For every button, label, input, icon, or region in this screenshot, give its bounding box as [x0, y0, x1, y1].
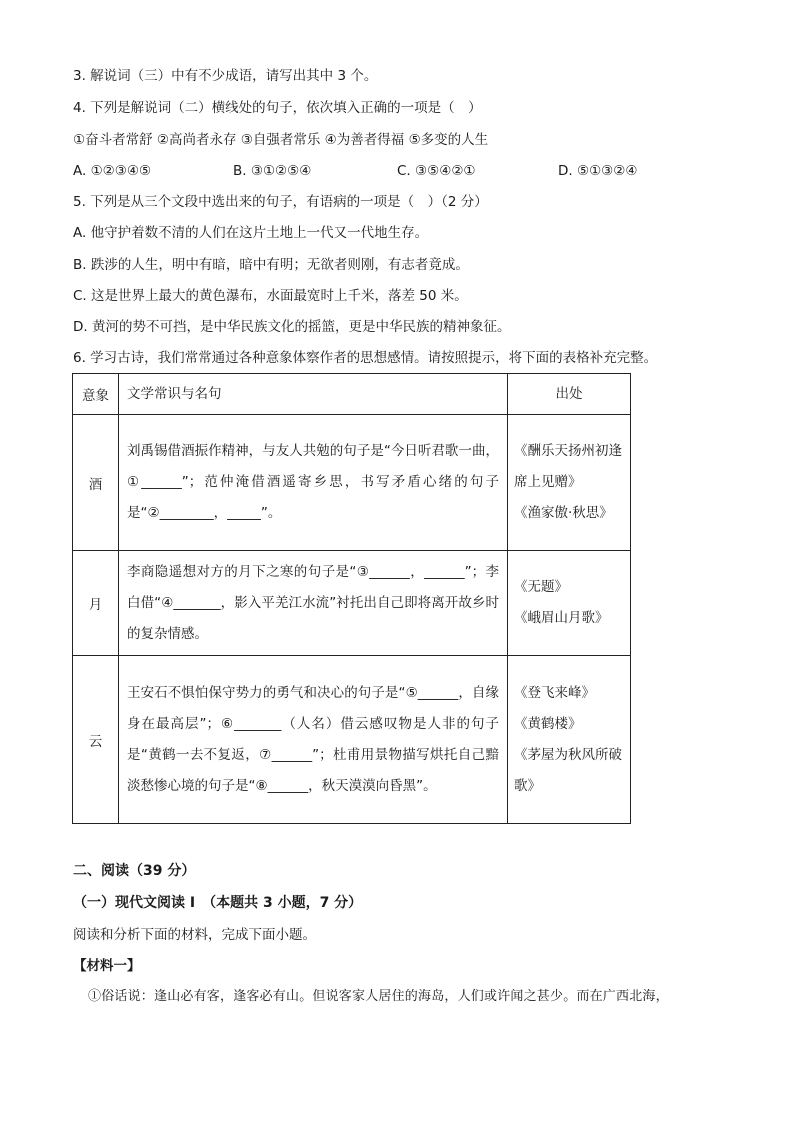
- source-title: 《无题》: [514, 579, 568, 595]
- question-5-option-d: D. 黄河的势不可挡，是中华民族文化的摇篮，更是中华民族的精神象征。: [73, 319, 511, 335]
- row-image: 云: [73, 656, 119, 824]
- question-4: 4. 下列是解说词（二）横线处的句子，依次填入正确的一项是（ ）: [73, 100, 482, 116]
- poem-table: [72, 373, 631, 824]
- subsection-title: （一）现代文阅读 I （本题共 3 小题，7 分）: [73, 895, 363, 911]
- question-4-option-b: B. ③①②⑤④: [233, 163, 312, 179]
- row-text-content: 刘禹锡借酒振作精神，与友人共勉的句子是“今日听君歌一曲，①______”；范仲淹借酒遥寄乡思，书写矛盾心绪的句子是“②________，_____”。: [127, 443, 499, 521]
- row-sources: [508, 551, 631, 656]
- question-5-option-a: A. 他守护着数不清的人们在这片土地上一代又一代地生存。: [73, 225, 429, 241]
- row-text-content: 李商隐遥想对方的月下之寒的句子是“③______，______”；李白借“④_______，影入平羌江水流”衬托出自己即将离开故乡时的复杂情感。: [127, 563, 499, 642]
- row-text-content: 王安石不惧怕保守势力的勇气和决心的句子是“⑤______，自缘身在最高层”；⑥_______（人名）借云感叹物是人非的句子是“黄鹤一去不复返，⑦______”；杜甫用景物描写烘托自己黯淡愁惨心境的句子是“⑧______，秋天漠漠向昏黑”。: [127, 684, 499, 794]
- question-4-option-a: A. ①②③④⑤: [73, 163, 152, 179]
- table-header-row: [73, 374, 631, 415]
- question-6: 6. 学习古诗，我们常常通过各种意象体察作者的思想感情。请按照提示，将下面的表格补充完整。: [73, 350, 658, 366]
- source-title: 《酬乐天扬州初逢席上见赠》: [514, 443, 622, 490]
- section-title: 二、阅读（39 分）: [73, 863, 196, 879]
- question-4-items: ①奋斗者常舒 ②高尚者永存 ③自强者常乐 ④为善者得福 ⑤多变的人生: [73, 132, 489, 148]
- table-row: [73, 656, 631, 824]
- material-text: ①俗话说：逢山必有客，逢客必有山。但说客家人居住的海岛，人们或许闻之甚少。而在广西北海，: [88, 989, 669, 1004]
- source-title: 《茅屋为秋风所破歌》: [514, 746, 622, 794]
- source-title: 《登飞来峰》: [514, 684, 595, 701]
- question-5: 5. 下列是从三个文段中选出来的句子，有语病的一项是（ ）（2 分）: [73, 194, 488, 210]
- question-4-option-d: D. ⑤①③②④: [558, 163, 638, 179]
- material-label: 【材料一】: [73, 958, 141, 974]
- table-row: [73, 551, 631, 656]
- row-image: 月: [73, 551, 119, 656]
- row-text: [119, 656, 508, 824]
- source-title: 《黄鹤楼》: [514, 715, 582, 732]
- table-row: [73, 415, 631, 551]
- question-3: 3. 解说词（三）中有不少成语，请写出其中 3 个。: [73, 68, 378, 84]
- row-text: [119, 415, 508, 551]
- question-5-option-c: C. 这是世界上最大的黄色瀑布，水面最宽时上千米，落差 50 米。: [73, 288, 468, 304]
- source-title: 《峨眉山月歌》: [514, 610, 609, 626]
- question-5-option-b: B. 跌涉的人生，明中有暗，暗中有明；无欲者则刚，有志者竟成。: [73, 257, 469, 273]
- row-image: 酒: [73, 415, 119, 551]
- header-knowledge: 文学常识与名句: [119, 374, 508, 415]
- source-title: 《渔家傲·秋思》: [514, 505, 613, 521]
- row-sources: [508, 415, 631, 551]
- row-text: [119, 551, 508, 656]
- reading-instruction: 阅读和分析下面的材料，完成下面小题。: [73, 927, 316, 943]
- question-4-option-c: C. ③⑤④②①: [397, 163, 476, 179]
- header-image: 意象: [73, 374, 119, 415]
- row-sources: [508, 656, 631, 824]
- header-source: 出处: [508, 374, 631, 415]
